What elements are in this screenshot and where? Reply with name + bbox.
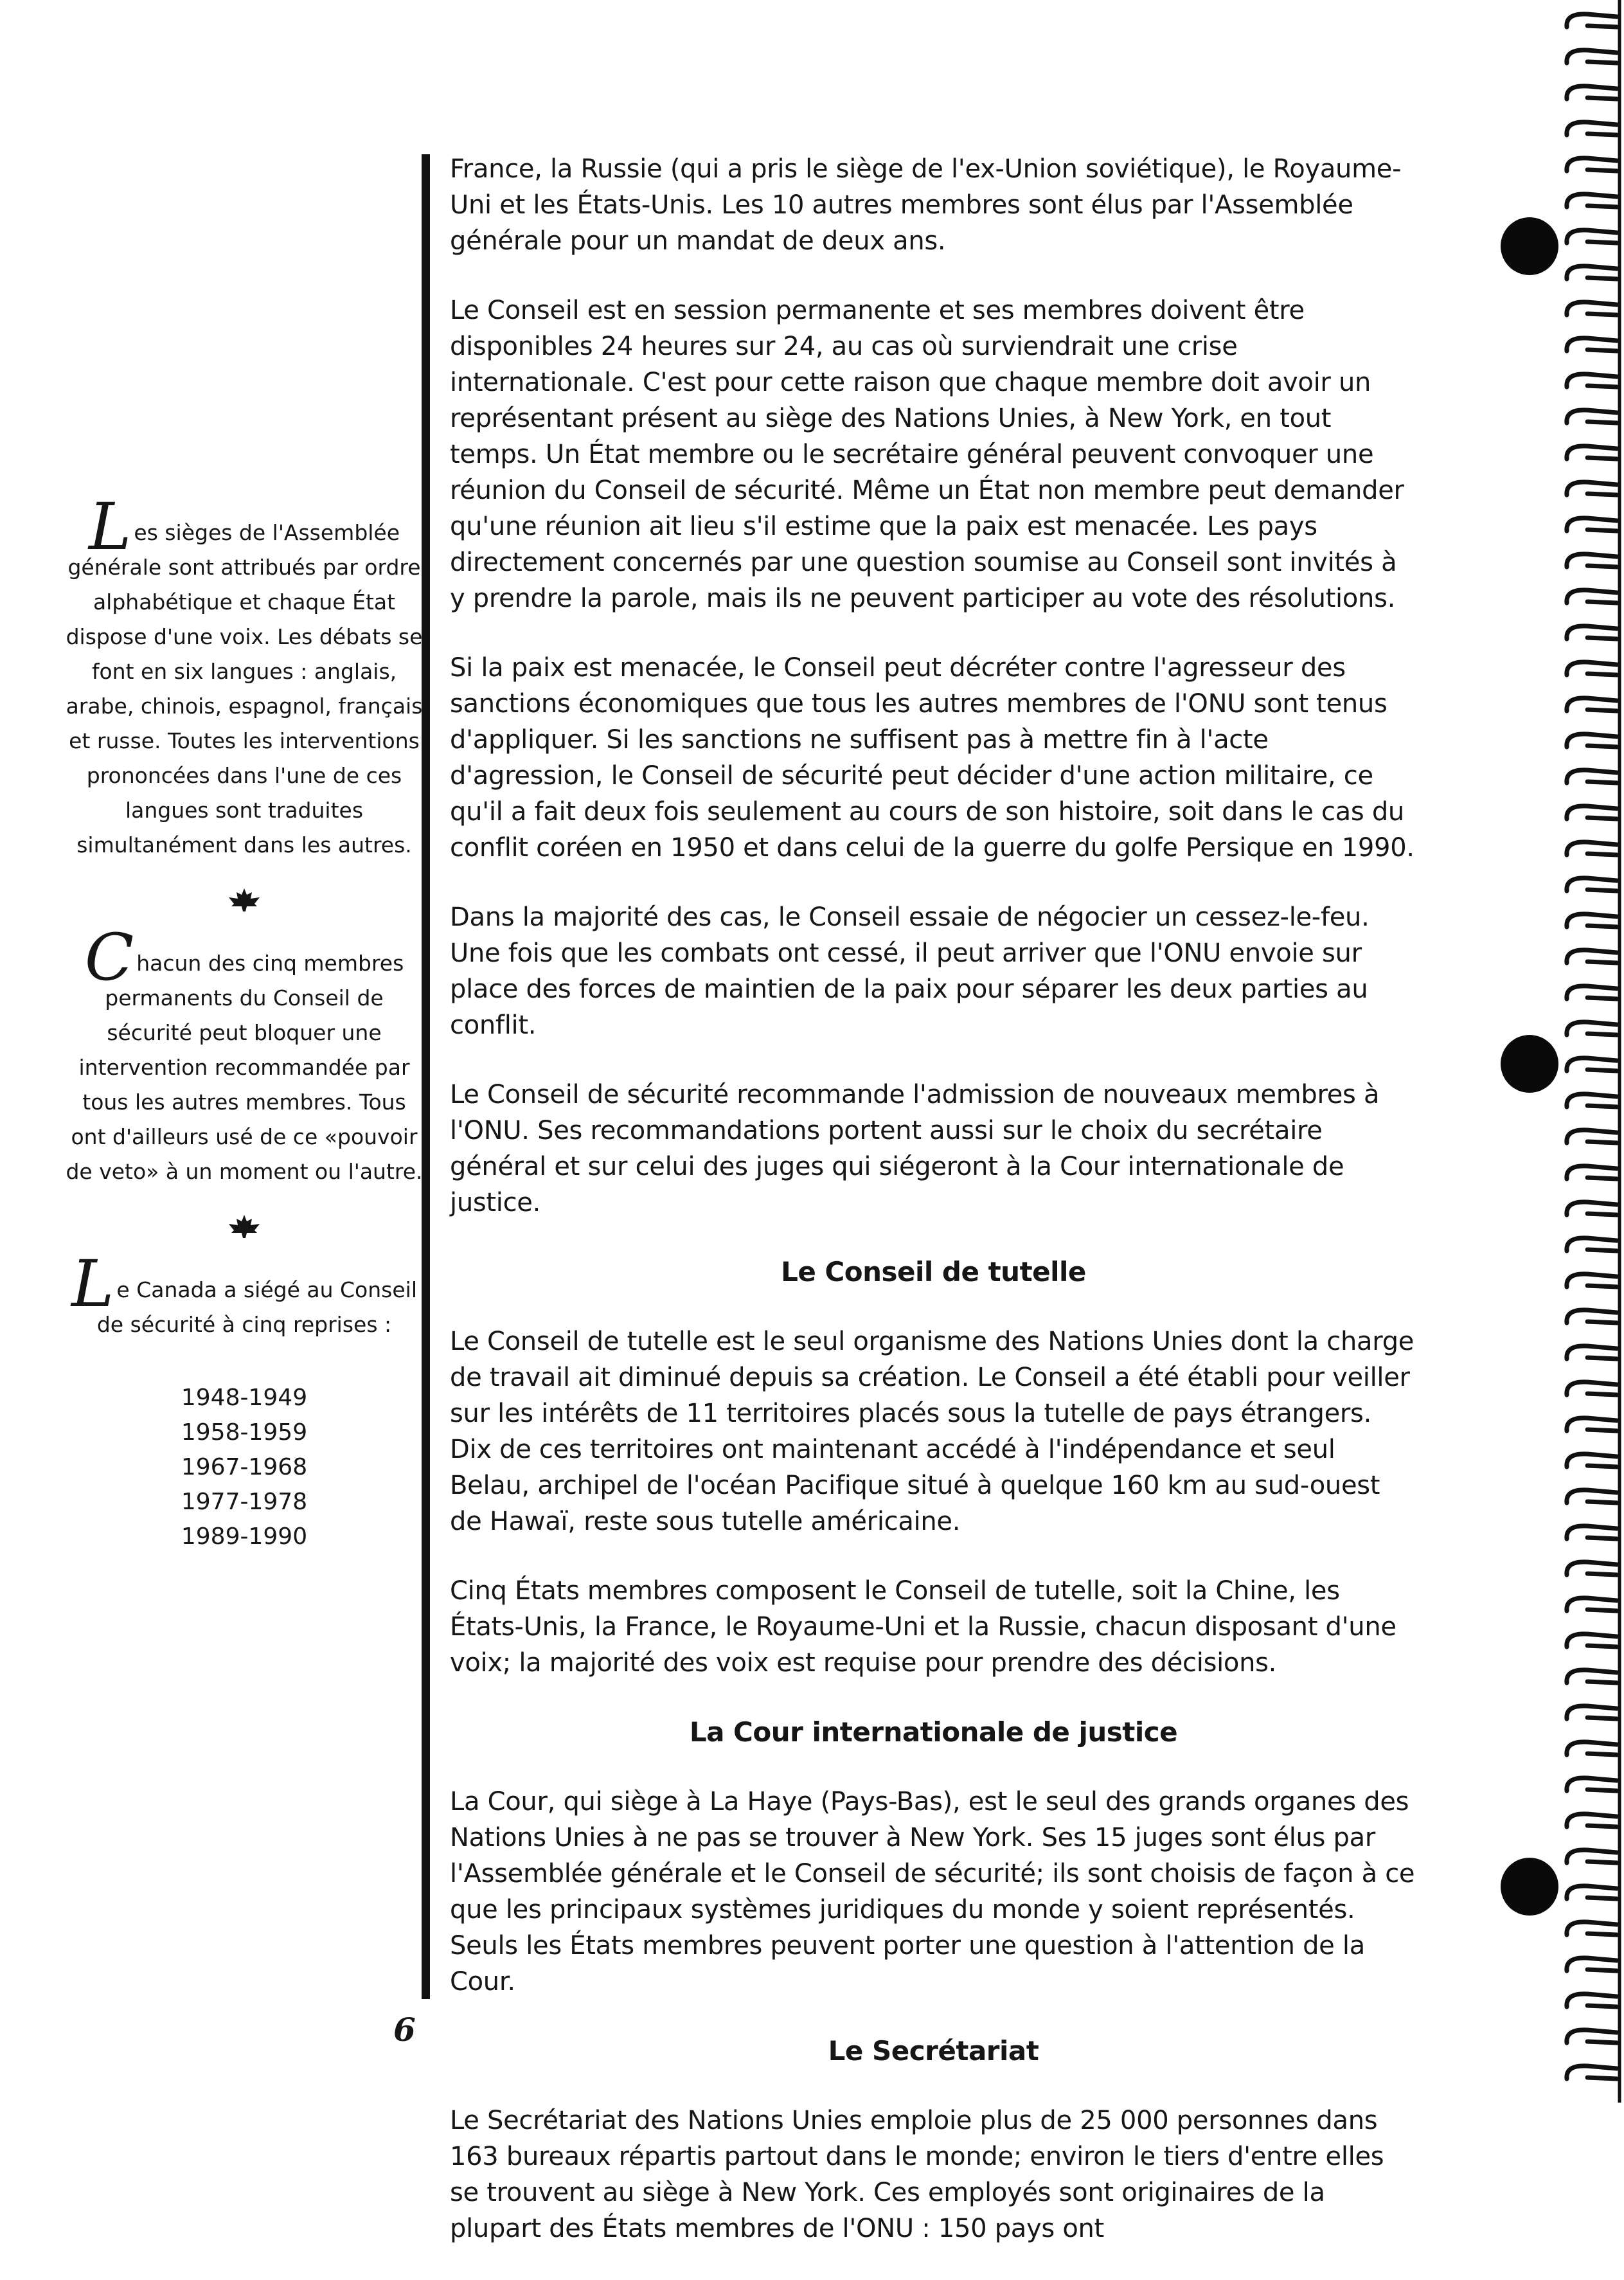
binder-hole-icon	[1501, 217, 1558, 275]
spiral-coil	[1567, 698, 1617, 711]
spiral-coil	[1567, 770, 1617, 783]
spiral-coil	[1567, 1958, 1617, 1971]
spiral-coil	[1567, 230, 1617, 243]
spiral-coil	[1567, 806, 1617, 819]
spiral-coil	[1567, 194, 1617, 207]
spiral-coil	[1567, 1022, 1617, 1035]
spiral-coil	[1567, 1490, 1617, 1503]
spiral-coil	[1567, 1382, 1617, 1395]
spiral-coil	[1567, 662, 1617, 675]
spiral-coil	[1567, 1058, 1617, 1071]
page-number: 6	[393, 2011, 416, 2049]
sidebar-note-text: e Canada a siégé au Conseil de sécurité à cinq reprises :	[96, 1277, 417, 1337]
paragraph: Le Conseil est en session permanente et ses membres doivent être disponibles 24 heures sur 24, au cas où surviendrait une crise internationale. C'est pour cette raison que chaque membre doit avoir un représentant présent au siège des Nations Unies, à New York, en tout temps. Un État membre ou le secrétaire général peuvent convoquer une réunion du Conseil de sécurité. Même un État non membre peut demander qu'une réunion ait lieu s'il estime que la paix est menacée. Les pays directement concernés par une question soumise au Conseil sont invités à y prendre la parole, mais ils ne peuvent participer au vote des résolutions.	[450, 296, 1404, 613]
spiral-coil	[1567, 1778, 1617, 1791]
spiral-coil	[1567, 446, 1617, 459]
spiral-coil	[1567, 626, 1617, 639]
spiral-coil	[1567, 1274, 1617, 1287]
spiral-coil	[1567, 86, 1617, 99]
spiral-coil	[1567, 1418, 1617, 1431]
spiral-coil	[1567, 914, 1617, 927]
spiral-coil	[1567, 1922, 1617, 1935]
paragraph: La Cour, qui siège à La Haye (Pays-Bas), est le seul des grands organes des Nations Unies à ne pas se trouver à New York. Ses 15 juges sont élus par l'Assemblée générale et le Conseil de sécurité; ils sont choisis de façon à ce que les principaux systèmes juridiques du monde y soient représentés. Seuls les États membres peuvent porter une question à l'attention de la Cour.	[450, 1787, 1415, 1997]
spiral-binding	[1491, 0, 1624, 2103]
spiral-coil	[1567, 50, 1617, 63]
sidebar-note-text: hacun des cinq membres permanents du Conseil de sécurité peut bloquer une intervention recommandée par tous les autres membres. Tous ont d'ailleurs usé de ce «pouvoir de veto» à un moment ou l'autre.	[66, 951, 423, 1184]
spiral-coil	[1567, 590, 1617, 603]
year-item: 1958-1959	[181, 1419, 308, 1446]
spiral-coil	[1567, 1166, 1617, 1179]
spiral-coil	[1567, 554, 1617, 567]
spiral-coil	[1567, 1634, 1617, 1647]
spiral-coil	[1567, 1886, 1617, 1899]
spiral-coil	[1567, 986, 1617, 999]
year-item: 1977-1978	[181, 1489, 308, 1515]
spiral-coil	[1567, 410, 1617, 423]
spiral-coil	[1567, 2030, 1617, 2043]
spiral-coil	[1567, 1598, 1617, 1611]
spiral-coil	[1567, 1310, 1617, 1323]
drop-cap: C	[84, 920, 134, 995]
spiral-coil	[1567, 842, 1617, 855]
spiral-coil	[1567, 1454, 1617, 1467]
spiral-coil	[1567, 734, 1617, 747]
drop-cap: L	[71, 1246, 114, 1322]
spiral-coil	[1567, 1526, 1617, 1539]
year-item: 1967-1968	[181, 1454, 308, 1480]
spiral-coil	[1567, 158, 1617, 171]
heading-cour-internationale: La Cour internationale de justice	[689, 1716, 1178, 1748]
spiral-coil	[1567, 374, 1617, 387]
paragraph: Dans la majorité des cas, le Conseil essaie de négocier un cessez-le-feu. Une fois que les combats ont cessé, il peut arriver que l'ONU envoie sur place des forces de maintien de la paix pour séparer les deux parties au conflit.	[450, 902, 1370, 1040]
spiral-coil	[1567, 1202, 1617, 1215]
paragraph: Cinq États membres composent le Conseil de tutelle, soit la Chine, les États-Unis, la France, le Royaume-Uni et la Russie, chacun disposant d'une voix; la majorité des voix est requise pour prendre des décisions.	[450, 1576, 1396, 1678]
heading-secretariat: Le Secrétariat	[828, 2035, 1039, 2067]
paragraph: France, la Russie (qui a pris le siège de l'ex-Union soviétique), le Royaume-Uni et les États-Unis. Les 10 autres membres sont élus par l'Assemblée générale pour un mandat de deux ans.	[450, 154, 1402, 256]
spiral-coil	[1567, 950, 1617, 963]
spiral-coil	[1567, 1814, 1617, 1827]
spiral-coil	[1567, 1130, 1617, 1143]
spiral-coil	[1567, 1094, 1617, 1107]
spiral-coil	[1567, 1850, 1617, 1863]
spiral-coil	[1567, 1346, 1617, 1359]
sidebar-notes	[64, 489, 424, 1554]
sidebar-note-assembly	[64, 489, 424, 863]
spiral-coil	[1567, 2066, 1617, 2079]
spiral-coil	[1567, 266, 1617, 279]
spiral-coil	[1567, 122, 1617, 135]
spiral-coil	[1567, 482, 1617, 495]
main-text	[450, 151, 1417, 2280]
sidebar-note-text: es sièges de l'Assemblée générale sont attribués par ordre alphabétique et chaque État dispose d'une voix. Les débats se font en six langues : anglais, arabe, chinois, espagnol, français et russe. Toutes les interventions prononcées dans l'une de ces langues sont traduites simultanément dans les autres.	[66, 520, 423, 857]
year-item: 1989-1990	[181, 1523, 308, 1550]
paragraph: Le Conseil de sécurité recommande l'admission de nouveaux membres à l'ONU. Ses recommandations portent aussi sur le choix du secrétaire général et sur celui des juges qui siégeront à la Cour internationale de justice.	[450, 1080, 1380, 1217]
sidebar-note-canada	[64, 1246, 424, 1342]
spiral-coil	[1567, 878, 1617, 891]
spiral-coil	[1567, 338, 1617, 351]
spiral-coil	[1567, 14, 1617, 27]
binder-hole-icon	[1501, 1035, 1558, 1093]
paragraph: Si la paix est menacée, le Conseil peut décréter contre l'agresseur des sanctions économiques que tous les autres membres de l'ONU sont tenus d'appliquer. Si les sanctions ne suffisent pas à mettre fin à l'acte d'agression, le Conseil de sécurité peut décider d'une action militaire, ce qu'il a fait deux fois seulement au cours de son histoire, soit dans le cas du conflit coréen en 1950 et dans celui de la guerre du golfe Persique en 1990.	[450, 653, 1414, 863]
spiral-coil	[1567, 1238, 1617, 1251]
maple-leaf-icon	[226, 1214, 262, 1239]
paragraph: Le Conseil de tutelle est le seul organisme des Nations Unies dont la charge de travail ait diminué depuis sa création. Le Conseil a été établi pour veiller sur les intérêts de 11 territoires placés sous la tutelle de pays étrangers. Dix de ces territoires ont maintenant accédé à l'indépendance et seul Belau, archipel de l'océan Pacifique situé à quelque 160 km au sud-ouest de Hawaï, reste sous tutelle américaine.	[450, 1327, 1414, 1536]
spiral-coil	[1567, 1670, 1617, 1683]
heading-conseil-tutelle: Le Conseil de tutelle	[781, 1256, 1086, 1288]
drop-cap: L	[88, 489, 132, 564]
spiral-coil	[1567, 518, 1617, 531]
maple-leaf-icon	[226, 887, 262, 913]
binder-hole-icon	[1501, 1858, 1558, 1916]
year-item: 1948-1949	[181, 1385, 308, 1411]
sidebar-note-veto	[64, 920, 424, 1189]
spiral-coil	[1567, 302, 1617, 315]
spiral-coil	[1567, 1994, 1617, 2007]
paragraph: Le Secrétariat des Nations Unies emploie plus de 25 000 personnes dans 163 bureaux répartis partout dans le monde; environ le tiers d'entre elles se trouvent au siège à New York. Ces employés sont originaires de la plupart des États membres de l'ONU : 150 pays ont	[450, 2106, 1384, 2243]
spiral-coil	[1567, 1742, 1617, 1755]
spiral-coil	[1567, 1562, 1617, 1575]
years-list	[64, 1381, 424, 1554]
spiral-coil	[1567, 1706, 1617, 1719]
